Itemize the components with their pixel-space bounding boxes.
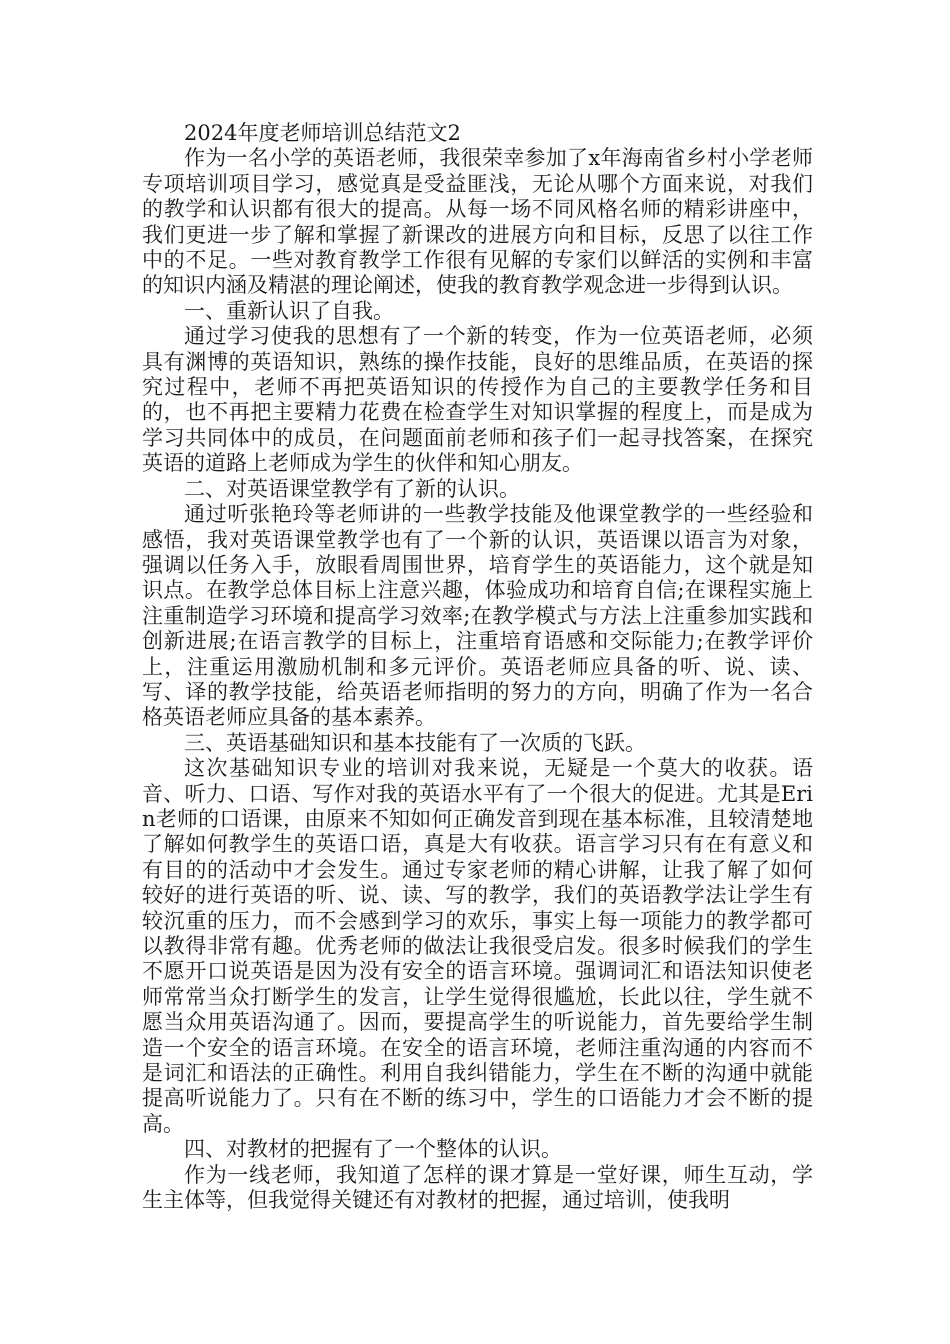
document-body	[142, 121, 813, 1213]
section-heading-4: 四、对教材的把握有了一个整体的认识。	[184, 1137, 562, 1162]
paragraph-section-2: 通过听张艳玲等老师讲的一些教学技能及他课堂教学的一些经验和感悟，我对英语课堂教学也有了一个新的认识，英语课以语言为对象，强调以任务入手，放眼看周围世界，培育学生的英语能力，这个就是知识点。在教学总体目标上注意兴趣，体验成功和培育自信;在课程实施上注重制造学习环境和提高学习效率;在教学模式与方法上注重参加实践和创新进展;在语言教学的目标上，注重培育语感和交际能力;在教学评价上，注重运用激励机制和多元评价。英语老师应具备的听、说、读、写、译的教学技能，给英语老师指明的努力的方向，明确了作为一名合格英语老师应具备的基本素养。	[142, 502, 813, 730]
section-heading-1: 一、重新认识了自我。	[184, 298, 394, 323]
paragraph-intro: 作为一名小学的英语老师，我很荣幸参加了x年海南省乡村小学老师专项培训项目学习，感觉真是受益匪浅，无论从哪个方面来说，对我们的教学和认识都有很大的提高。从每一场不同风格名师的精彩讲座中，我们更进一步了解和掌握了新课改的进展方向和目标，反思了以往工作中的不足。一些对教育教学工作很有见解的专家们以鲜活的实例和丰富的知识内涵及精湛的理论阐述，使我的教育教学观念进一步得到认识。	[142, 146, 813, 298]
paragraph-section-4: 作为一线老师，我知道了怎样的课才算是一堂好课，师生互动，学生主体等，但我觉得关键还有对教材的把握，通过培训，使我明	[142, 1162, 813, 1213]
document-title: 2024年度老师培训总结范文2	[184, 121, 461, 145]
section-heading-3: 三、英语基础知识和基本技能有了一次质的飞跃。	[184, 730, 646, 755]
paragraph-section-1: 通过学习使我的思想有了一个新的转变，作为一位英语老师，必须具有渊博的英语知识，熟练的操作技能，良好的思维品质，在英语的探究过程中，老师不再把英语知识的传授作为自己的主要教学任务和目的，也不再把主要精力花费在检查学生对知识掌握的程度上，而是成为学习共同体中的成员，在问题面前老师和孩子们一起寻找答案，在探究英语的道路上老师成为学生的伙伴和知心朋友。	[142, 324, 813, 476]
paragraph-section-3: 这次基础知识专业的培训对我来说，无疑是一个莫大的收获。语音、听力、口语、写作对我的英语水平有了一个很大的促进。尤其是Erin老师的口语课，由原来不知如何正确发音到现在基本标准，且较清楚地了解如何教学生的英语口语，真是大有收获。语言学习只有在有意义和有目的的活动中才会发生。通过专家老师的精心讲解，让我了解了如何较好的进行英语的听、说、读、写的教学，我们的英语教学法让学生有较沉重的压力，而不会感到学习的欢乐，事实上每一项能力的教学都可以教得非常有趣。优秀老师的做法让我很受启发。很多时候我们的学生不愿开口说英语是因为没有安全的语言环境。强调词汇和语法知识使老师常常当众打断学生的发言，让学生觉得很尴尬，长此以往，学生就不愿当众用英语沟通了。因而，要提高学生的听说能力，首先要给学生制造一个安全的语言环境。在安全的语言环境，老师注重沟通的内容而不是词汇和语法的正确性。利用自我纠错能力，学生在不断的沟通中就能提高听说能力了。只有在不断的练习中，学生的口语能力才会不断的提高。	[142, 756, 813, 1136]
section-heading-2: 二、对英语课堂教学有了新的认识。	[184, 476, 520, 501]
